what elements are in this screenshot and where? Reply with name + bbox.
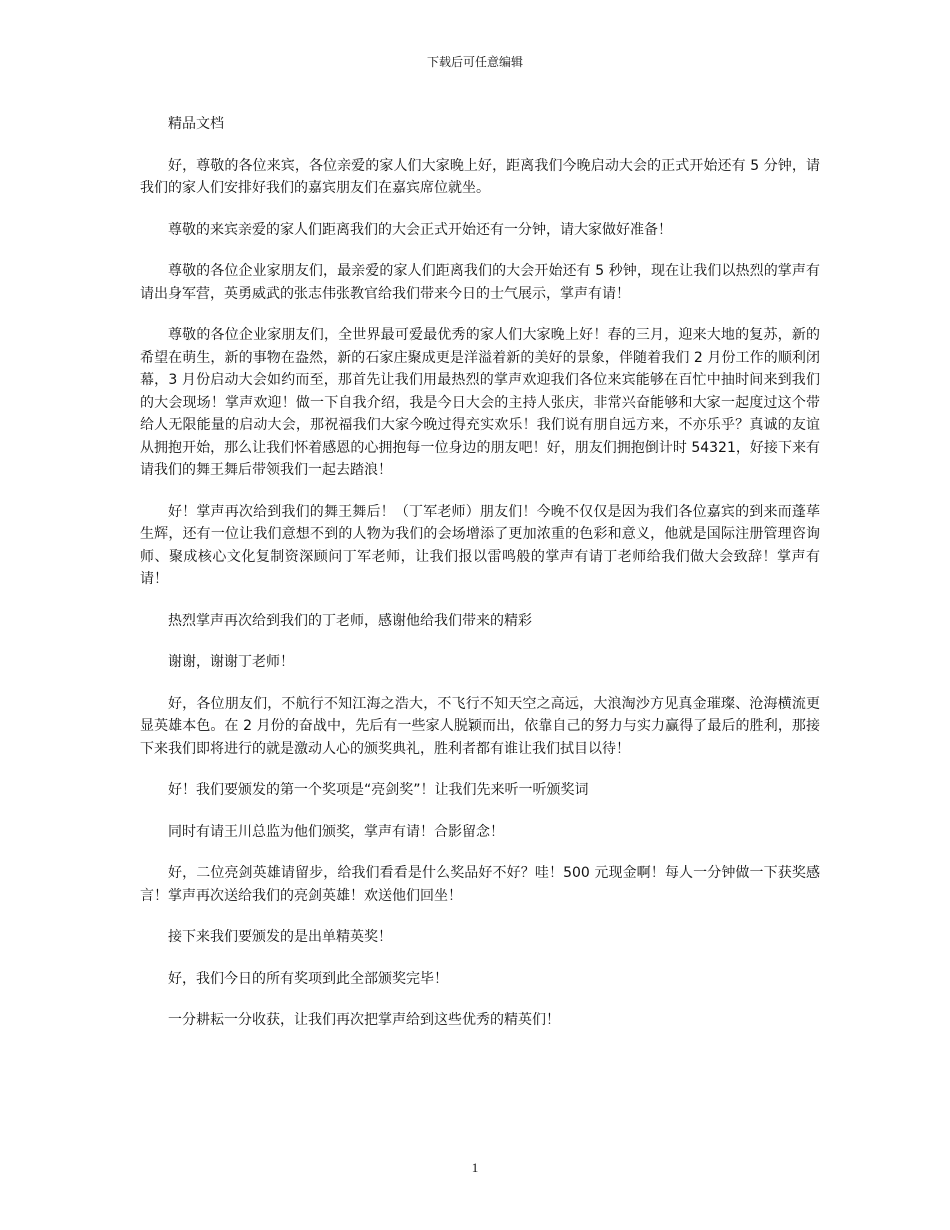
paragraph: 热烈掌声再次给到我们的丁老师，感谢他给我们带来的精彩 bbox=[168, 612, 532, 629]
paragraph: 同时有请王川总监为他们颁奖，掌声有请！合影留念！ bbox=[168, 823, 504, 840]
paragraph-doc-label: 精品文档 bbox=[168, 116, 224, 132]
page-number: 1 bbox=[471, 1160, 479, 1175]
paragraph: 一分耕耘一分收获，让我们再次把掌声给到这些优秀的精英们！ bbox=[168, 1012, 560, 1028]
paragraph: 尊敬的各位企业家朋友们，最亲爱的家人们距离我们的大会开始还有 5 秒钟，现在让我们以热烈的掌声有请出身军营，英勇威武的张志伟张教官给我们带来今日的士气展示，掌声有请！ bbox=[140, 263, 820, 302]
paragraph: 好，尊敬的各位来宾，各位亲爱的家人们大家晚上好，距离我们今晚启动大会的正式开始还有 5 分钟，请我们的家人们安排好我们的嘉宾朋友们在嘉宾席位就坐。 bbox=[140, 157, 820, 196]
paragraph: 尊敬的来宾亲爱的家人们距离我们的大会正式开始还有一分钟，请大家做好准备！ bbox=[168, 221, 672, 238]
paragraph: 好，二位亮剑英雄请留步，给我们看看是什么奖品好不好？哇！500 元现金啊！每人一分钟做一下获奖感言！掌声再次送给我们的亮剑英雄！欢送他们回坐！ bbox=[140, 865, 820, 904]
paragraph: 好，各位朋友们，不航行不知江海之浩大，不飞行不知天空之高远，大浪淘沙方见真金璀璨、沧海横流更显英雄本色。在 2 月份的奋战中，先后有一些家人脱颖而出，依靠自己的努力与实力赢得了最后的胜利，那接下来我们即将进行的就是激动人心的颁奖典礼，胜利者都有谁让我们拭目以待！ bbox=[140, 695, 820, 757]
paragraph: 接下来我们要颁发的是出单精英奖！ bbox=[168, 929, 392, 945]
paragraph: 好，我们今日的所有奖项到此全部颁奖完毕！ bbox=[168, 970, 448, 987]
paragraph: 好！掌声再次给到我们的舞王舞后！（丁军老师）朋友们！今晚不仅仅是因为我们各位嘉宾的到来而蓬荜生辉，还有一位让我们意想不到的人物为我们的会场增添了更加浓重的色彩和意义，他就是国际注册管理咨询师、聚成核心文化复制资深顾问丁军老师，让我们报以雷鸣般的掌声有请丁老师给我们做大会致辞！掌声有请！ bbox=[140, 503, 820, 587]
document-body bbox=[140, 113, 820, 1051]
paragraph: 尊敬的各位企业家朋友们，全世界最可爱最优秀的家人们大家晚上好！春的三月，迎来大地的复苏，新的希望在萌生，新的事物在盎然，新的石家庄聚成更是洋溢着新的美好的景象，伴随着我们 2 月份工作的顺利闭幕，3 月份启动大会如约而至，那首先让我们用最热烈的掌声欢迎我们各位来宾能够在百忙中抽时间来到我们的大会现场！掌声欢迎！做一下自我介绍，我是今日大会的主持人张庆，非常兴奋能够和大家一起度过这个带给人无限能量的启动大会，那祝福我们大家今晚过得充实欢乐！我们说有朋自远方来，不亦乐乎？真诚的友谊从拥抱开始，那么让我们怀着感恩的心拥抱每一位身边的朋友吧！好，朋友们拥抱倒计时 54321，好接下来有请我们的舞王舞后带领我们一起去踏浪！ bbox=[140, 327, 820, 478]
page-header: 下载后可任意编辑 bbox=[426, 55, 523, 69]
paragraph: 谢谢，谢谢丁老师！ bbox=[168, 654, 294, 670]
paragraph: 好！我们要颁发的第一个奖项是“亮剑奖”！让我们先来听一听颁奖词 bbox=[168, 782, 589, 798]
